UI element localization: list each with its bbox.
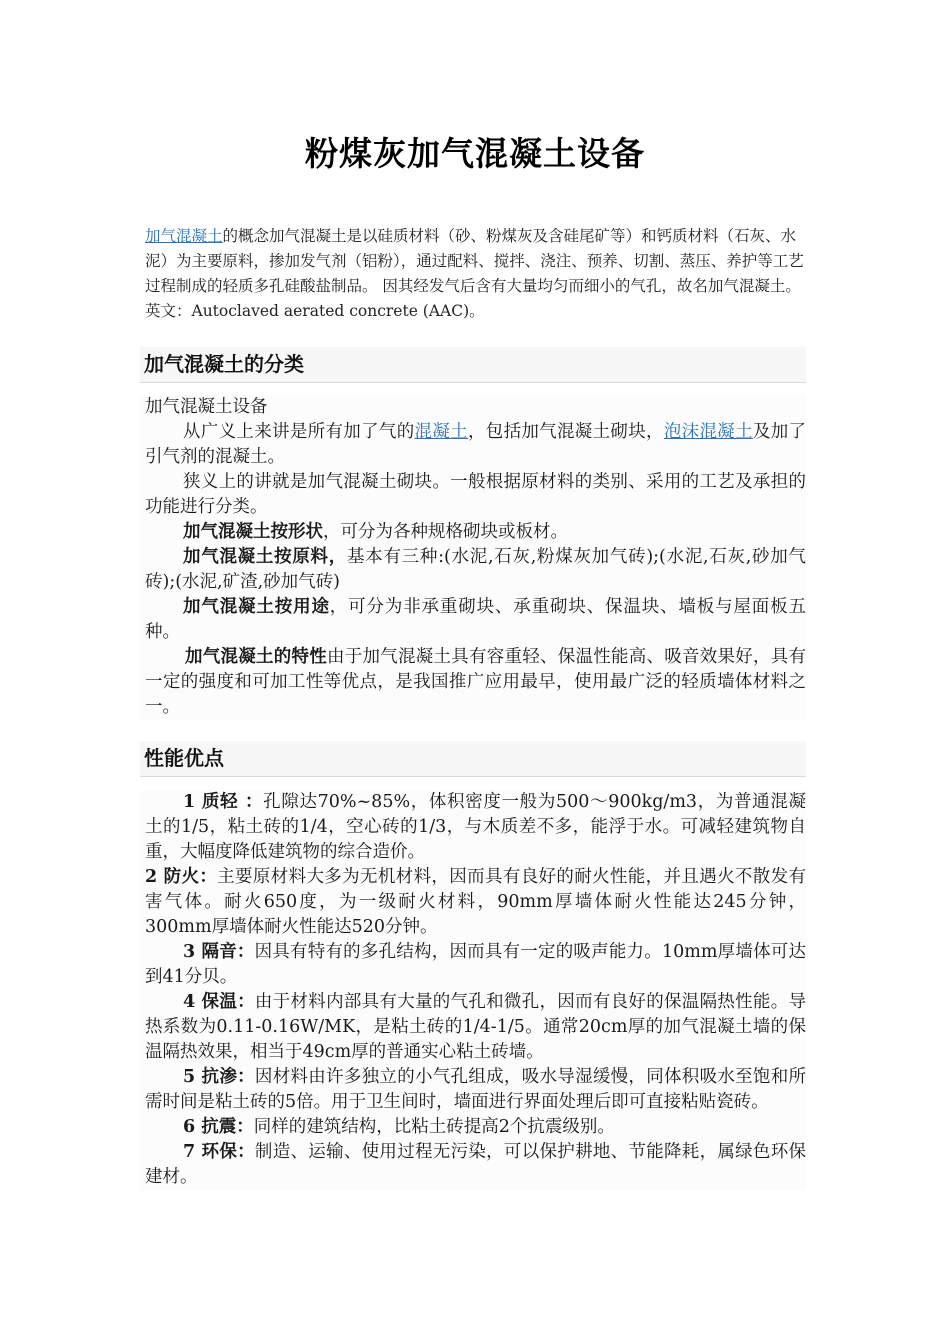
bold-label: 7 环保： [183,1142,255,1162]
text-segment: 孔隙达70%~85%，体积密度一般为500～900kg/m3，为普通混凝土的1/5，粘土砖的1/4，空心砖的1/3，与木质差不多，能浮于水。可减轻建筑物自重，大幅度降低建筑物的综合造价。 [145,792,806,862]
advantage-item [145,1140,806,1190]
paragraph-by-use [145,595,806,645]
section-body-classification [140,395,806,720]
text-segment: 因材料由许多独立的小气孔组成，吸水导湿缓慢，同体积吸水至饱和所需时间是粘土砖的5倍。用于卫生间时，墙面进行界面处理后即可直接粘贴瓷砖。 [145,1067,806,1112]
advantage-item [145,1065,806,1115]
text-segment: ，可分为各种规格砌块或板材。 [323,522,568,542]
advantage-item [145,790,806,865]
advantage-item [145,865,806,940]
section-heading-classification: 加气混凝土的分类 [140,347,806,383]
paragraph-by-material [145,545,806,595]
advantage-item [145,940,806,990]
paragraph-equipment: 加气混凝土设备 [145,397,268,417]
bold-label: 加气混凝土按原料， [183,547,347,567]
text-segment: 基本有三种:(水泥,石灰,粉煤灰加气砖);(水泥,石灰,砂加气砖);(水泥,矿渣,砂加气砖) [145,547,807,592]
section-body-advantages [140,790,806,1190]
bold-label: 1 质轻 ： [183,792,264,812]
bold-label: 4 保温： [183,992,255,1012]
text-segment: ，可分为非承重砌块、承重砌块、保温块、墙板与屋面板五种。 [145,597,807,642]
text-segment: 由于加气混凝土具有容重轻、保温性能高、吸音效果好，具有一定的强度和可加工性等优点，是我国推广应用最早，使用最广泛的轻质墙体材料之一。 [145,647,806,717]
text-segment: 及加了引气剂的混凝土。 [145,422,807,467]
paragraph-narrow-definition: 狭义上的讲就是加气混凝土砌块。一般根据原材料的类别、采用的工艺及承担的功能进行分类。 [145,472,806,517]
advantage-item [145,990,806,1065]
paragraph-broad-definition [145,420,806,470]
intro-paragraph [145,224,807,324]
link-foam-concrete[interactable]: 泡沫混凝土 [663,422,753,442]
text-segment: 制造、运输、使用过程无污染，可以保护耕地、节能降耗，属绿色环保建材。 [145,1142,806,1187]
bold-label: 3 隔音： [183,942,255,962]
text-segment: ，包括加气混凝土砌块， [467,422,664,442]
bold-label: 2 防火： [145,867,218,887]
intro-text: 的概念加气混凝土是以硅质材料（砂、粉煤灰及含硅尾矿等）和钙质材料（石灰、水泥）为主要原料，掺加发气剂（铝粉），通过配料、搅拌、浇注、预养、切割、蒸压、养护等工艺过程制成的轻质多孔硅酸盐制品。 因其经发气后含有大量均匀而细小的气孔，故名加气混凝土。英文：Autoclaved aerated concrete (AAC)。 [145,227,804,320]
text-segment: 因具有特有的多孔结构，因而具有一定的吸声能力。10mm厚墙体可达到41分贝。 [145,942,806,987]
text-segment: 由于材料内部具有大量的气孔和微孔，因而有良好的保温隔热性能。导热系数为0.11-0.16W/MK，是粘土砖的1/4-1/5。通常20cm厚的加气混凝土墙的保温隔热效果，相当于49cm厚的普通实心粘土砖墙。 [145,992,806,1062]
paragraph-characteristics [145,645,806,720]
page-title: 粉煤灰加气混凝土设备 [305,134,645,173]
section-heading-advantages: 性能优点 [140,741,806,777]
bold-label: 加气混凝土按形状 [183,522,323,542]
bold-label: 加气混凝土的特性 [185,647,327,667]
intro-link[interactable]: 加气混凝土 [145,227,223,245]
paragraph-by-shape [145,520,806,545]
text-segment: 主要原材料大多为无机材料，因而具有良好的耐火性能，并且遇火不散发有害气体。耐火650度，为一级耐火材料，90mm厚墙体耐火性能达245分钟，300mm厚墙体耐火性能达520分钟。 [145,867,806,937]
text-segment: 同样的建筑结构，比粘土砖提高2个抗震级别。 [253,1117,615,1137]
bold-label: 5 抗渗： [183,1067,255,1087]
bold-label: 6 抗震： [183,1117,254,1137]
bold-label: 加气混凝土按用途 [183,597,330,617]
text-segment: 从广义上来讲是所有加了气的 [183,422,415,442]
link-concrete[interactable]: 混凝土 [414,422,468,442]
advantage-item [145,1115,806,1140]
